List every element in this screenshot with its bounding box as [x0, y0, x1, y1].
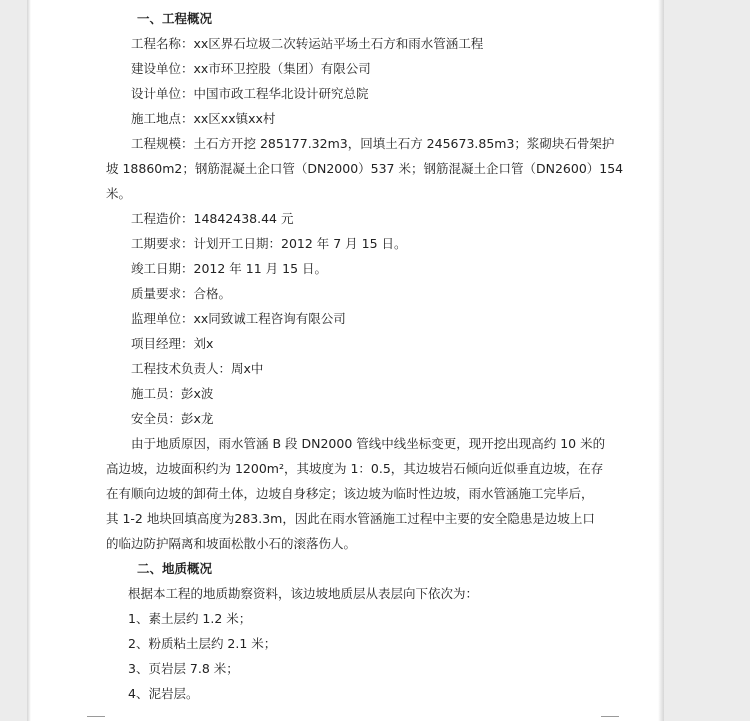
project-cost: 工程造价：14842438.44 元 [131, 211, 294, 226]
geology-intro: 根据本工程的地质勘察资料，该边坡地质层从表层向下依次为： [128, 586, 479, 601]
safety-officer: 安全员：彭x龙 [131, 411, 214, 426]
list-item: 3、页岩层 7.8 米； [128, 661, 239, 676]
paragraph-line: 的临边防护隔离和坡面松散小石的滚落伤人。 [106, 536, 357, 551]
project-manager: 项目经理：刘x [131, 336, 214, 351]
left-gutter [0, 0, 27, 721]
completion-date: 竣工日期：2012 年 11 月 15 日。 [131, 261, 327, 276]
project-name: 工程名称：xx区界石垃圾二次转运站平场土石方和雨水管涵工程 [131, 36, 484, 51]
list-item: 4、泥岩层。 [128, 686, 199, 701]
list-item: 2、粉质粘土层约 2.1 米； [128, 636, 277, 651]
document-page [31, 0, 658, 721]
paragraph-line: 由于地质原因，雨水管涵 B 段 DN2000 管线中线坐标变更，现开挖出现高约 10 米的 [131, 436, 606, 451]
crop-mark-right [601, 716, 619, 721]
scale-line-2: 坡 18860m2；钢筋混凝土企口管（DN2000）537 米；钢筋混凝土企口管（DN2600）154 [106, 161, 624, 176]
paragraph-line: 其 1-2 地块回填高度为283.3m，因此在雨水管涵施工过程中主要的安全隐患是边坡上口 [106, 511, 595, 526]
list-item: 1、素土层约 1.2 米； [128, 611, 252, 626]
location: 施工地点：xx区xx镇xx村 [131, 111, 276, 126]
section2-heading: 二、地质概况 [137, 561, 213, 576]
paragraph-line: 在有顺向边坡的卸荷土体，边坡自身移定；该边坡为临时性边坡，雨水管涵施工完毕后， [106, 486, 594, 501]
constructor: 施工员：彭x波 [131, 386, 214, 401]
right-gutter [664, 0, 750, 721]
scale-line-1: 工程规模：土石方开挖 285177.32m3，回填土石方 245673.85m3；浆砌块石骨架护 [131, 136, 615, 151]
scale-line-3: 米。 [106, 186, 132, 201]
crop-mark-left [87, 716, 105, 721]
builder: 建设单位：xx市环卫控股（集团）有限公司 [131, 61, 371, 76]
tech-lead: 工程技术负责人：周x中 [131, 361, 264, 376]
supervisor: 监理单位：xx同致诚工程咨询有限公司 [131, 311, 346, 326]
project-period: 工期要求：计划开工日期：2012 年 7 月 15 日。 [131, 236, 407, 251]
quality-requirement: 质量要求：合格。 [131, 286, 232, 301]
paragraph-line: 高边坡，边坡面积约为 1200m²，其坡度为 1：0.5，其边坡岩石倾向近似垂直边坡，在存 [106, 461, 604, 476]
designer: 设计单位：中国市政工程华北设计研究总院 [131, 86, 369, 101]
section1-heading: 一、工程概况 [137, 11, 213, 26]
